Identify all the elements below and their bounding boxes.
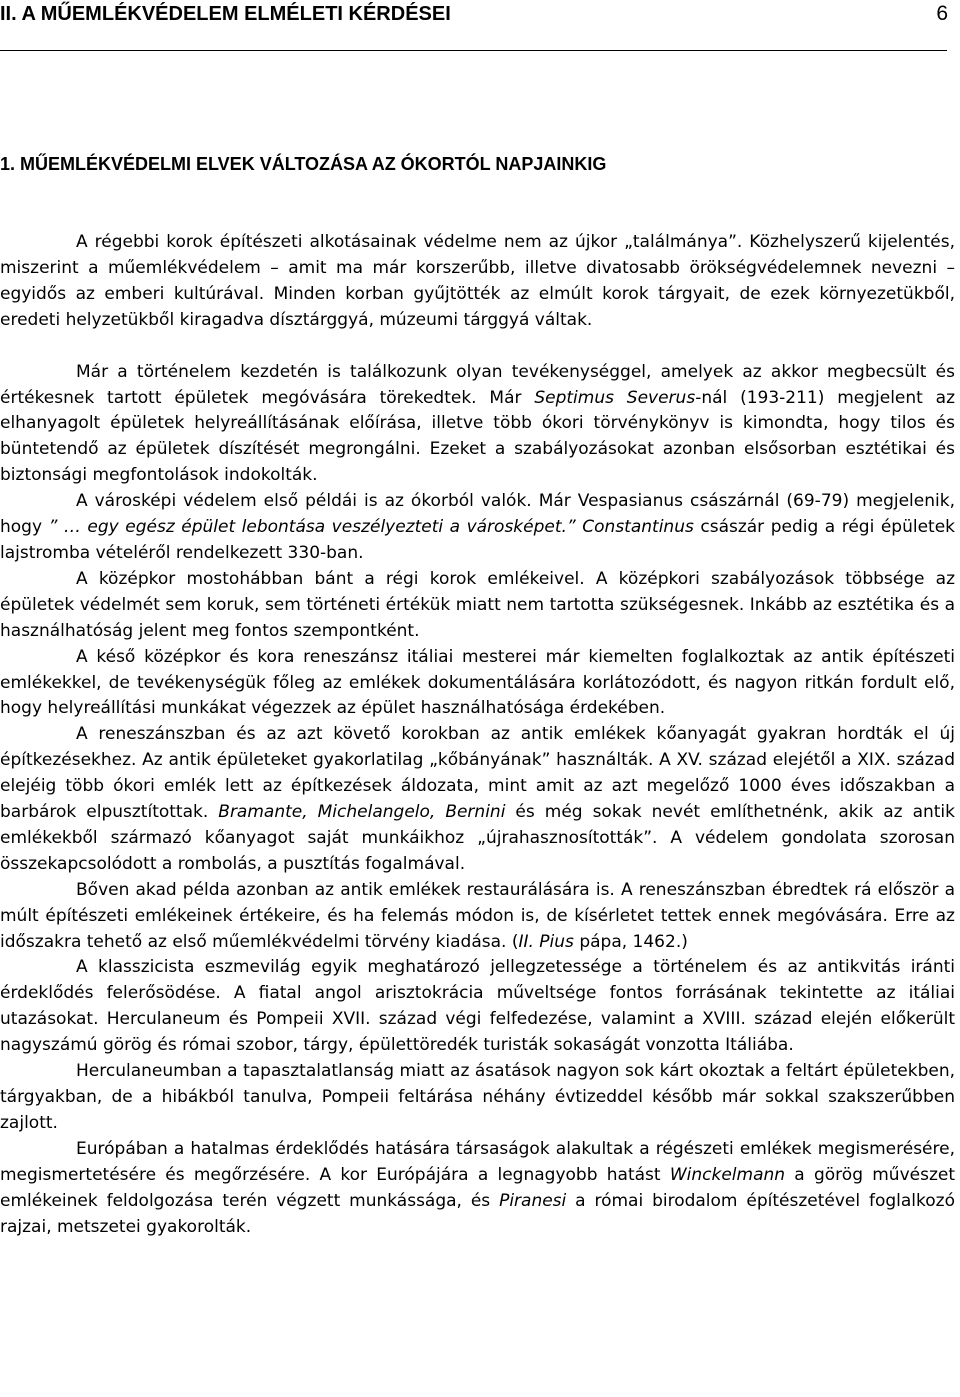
paragraph: A régebbi korok építészeti alkotásainak védelme nem az újkor „találmánya”. Közhelyszerű kijelentés, miszerint a műemlékvédelem – amit ma már korszerűbb, illetve divatosabb örökségvédelemnek nevezni – egyidős az emberi kultúrával. Minden korban gyűjtötték az elmúlt korok tárgyait, de ezek környezetükből, eredeti helyzetükből kiragadva dísztárggyá, múzeumi tárggyá váltak. <box>0 232 955 330</box>
paragraph: Bőven akad példa azonban az antik emlékek restaurálására is. A reneszánszban ébredtek rá először a múlt építészeti emlékeinek értékeire, és ha felemás módon is, de kísérletet tettek ennek megóvására. Erre az időszakra tehető az első műemlékvédelmi törvény kiadása. (II. Pius pápa, 1462.) <box>0 879 955 952</box>
paragraph: Herculaneumban a tapasztalatlanság miatt az ásatások nagyon sok kárt okoztak a feltárt épületekben, tárgyakban, de a hibákból tanulva, Pompeii feltárása néhány évtizeddel később már sokkal szakszerűbben zajlott. <box>0 1061 955 1133</box>
section-title: 1. MŰEMLÉKVÉDELMI ELVEK VÁLTOZÁSA AZ ÓKORTÓL NAPJAINKIG <box>0 154 607 174</box>
paragraph: A klasszicista eszmevilág egyik meghatározó jellegzetessége a történelem és az antikvitás iránti érdeklődés felerősödése. A fiatal angol arisztokrácia műveltsége fontos forrásának tekintette az itáliai utazásokat. Herculaneum és Pompeii XVII. század végi felfedezése, valamint a XVIII. század elején előkerült nagyszámú görög és római szobor, tárgy, épülettöredék turisták sokaságát vonzotta Itáliába. <box>0 957 955 1056</box>
paragraph: A reneszánszban és az azt követő korokban az antik emlékek kőanyagát gyakran hordták el új építkezésekhez. Az antik épületeket gyakorlatilag „kőbányának” használták. A XV. század elejétől a XIX. század elejéig több ókori emlék lett az építkezések áldozata, mint amit az azt megelőző 1000 éves időszakban a barbárok elpusztítottak. Bramante, Michelangelo, Bernini és még sokak nevét említhetnénk, akik az antik emlékekből származó kőanyagot saját munkáikhoz „újrahasznosították”. A védelem gondolata szorosan összekapcsolódott a rombolás, a pusztítás fogalmával. <box>0 724 955 874</box>
page-number: 6 <box>936 2 948 25</box>
paragraph: A késő középkor és kora reneszánsz itáliai mesterei már kiemelten foglalkoztak az antik építészeti emlékekkel, de tevékenységük főleg az emlékek dokumentálására korlátozódott, és nagyon ritkán fordult elő, hogy helyreállítási munkákat végezzek az épület használhatósága érdekében. <box>0 646 955 719</box>
header-divider <box>0 50 947 51</box>
paragraph: Már a történelem kezdetén is találkozunk olyan tevékenységgel, amelyek az akkor megbecsült és értékesnek tartott épületek megóvására törekedtek. Már Septimus Severus-nál (193-211) megjelent az elhanyagolt épületek helyreállításának előírása, illetve több ókori törvénykönyv is kimondta, hogy tilos és büntetendő az épületek díszítését megrongálni. Ezeket a szabályozásokat azonban elsősorban esztétikai és biztonsági megfontolások indokolták. <box>0 361 955 486</box>
paragraph: Európában a hatalmas érdeklődés hatására társaságok alakultak a régészeti emlékek megismerésére, megismertetésére és megőrzésére. A kor Európájára a legnagyobb hatást Winckelmann a görög művészet emlékeinek feldolgozása terén végzett munkássága, és Piranesi a római birodalom építészetével foglalkozó rajzai, metszetei gyakorolták. <box>0 1138 955 1237</box>
body-text <box>0 230 955 1395</box>
chapter-title: II. A MŰEMLÉKVÉDELEM ELMÉLETI KÉRDÉSEI <box>0 3 451 25</box>
page-header <box>0 2 952 36</box>
paragraph: A városképi védelem első példái is az ókorból valók. Már Vespasianus császárnál (69-79) megjelenik, hogy ” … egy egész épület lebontása veszélyezteti a városképet.” Constantinus császár pedig a régi épületek lajstromba vételéről rendelkezett 330-ban. <box>0 491 956 563</box>
paragraph: A középkor mostohábban bánt a régi korok emlékeivel. A középkori szabályozások többsége az épületek védelmét sem koruk, sem történeti értékük miatt nem tartotta szükségesnek. Inkább az esztétika és a használhatóság jelent meg fontos szempontként. <box>0 568 955 641</box>
